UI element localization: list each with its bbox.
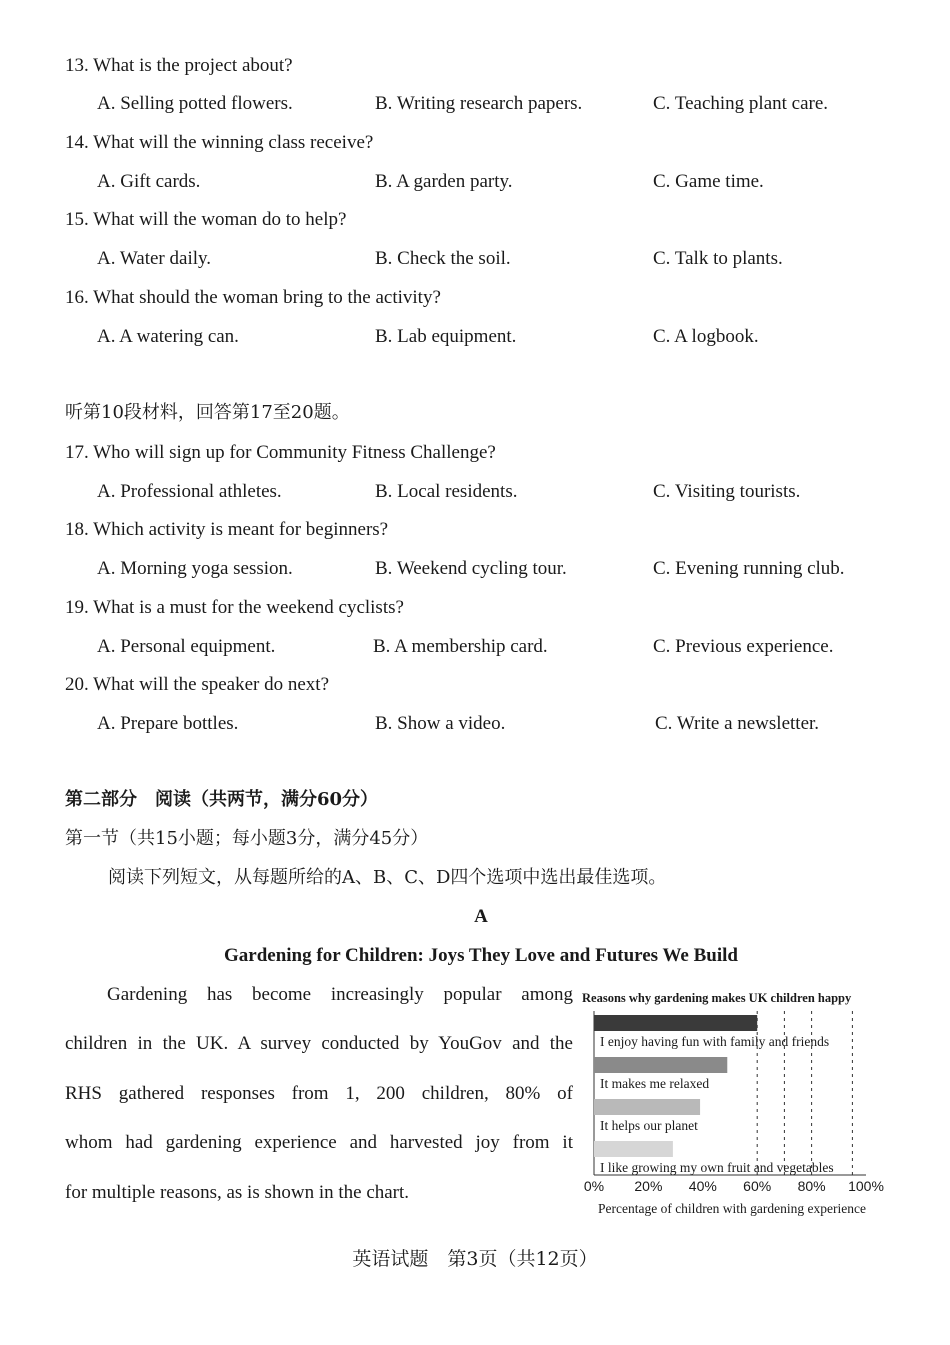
passage-line: RHS gathered responses from 1, 200 children, 80% of xyxy=(65,1083,573,1104)
question-16-option-b: B. Lab equipment. xyxy=(375,326,517,347)
question-20-option-a: A. Prepare bottles. xyxy=(97,713,239,734)
passage-label: A xyxy=(474,906,488,927)
question-20-option-c: C. Write a newsletter. xyxy=(655,713,820,734)
x-axis-label: Percentage of children with gardening experience xyxy=(597,1201,867,1216)
x-tick-label: 40% xyxy=(688,1178,717,1194)
question-13-option-b: B. Writing research papers. xyxy=(375,93,583,114)
question-14-option-a: A. Gift cards. xyxy=(97,171,201,192)
question-18-option-a: A. Morning yoga session. xyxy=(97,558,293,579)
x-tick-label: 20% xyxy=(634,1178,663,1194)
question-17-option-c: C. Visiting tourists. xyxy=(653,481,801,502)
question-18-option-b: B. Weekend cycling tour. xyxy=(375,558,567,579)
x-tick-label: 60% xyxy=(743,1178,772,1194)
reasons-bar-chart xyxy=(578,985,908,1225)
question-18-option-c: C. Evening running club. xyxy=(653,558,845,579)
bar xyxy=(594,1057,727,1073)
bar-label: It makes me relaxed xyxy=(600,1076,710,1091)
page-footer: 英语试题 第3页（共12页） xyxy=(352,1248,598,1270)
question-14-option-c: C. Game time. xyxy=(653,171,764,192)
question-13-option-c: C. Teaching plant care. xyxy=(653,93,829,114)
section-10-instruction: 听第10段材料，回答第17至20题。 xyxy=(65,402,350,423)
passage-line: children in the UK. A survey conducted by YouGov and the xyxy=(65,1033,573,1054)
reading-instruction: 阅读下列短文，从每题所给的A、B、C、D四个选项中选出最佳选项。 xyxy=(108,867,667,888)
bar-label: I like growing my own fruit and vegetables xyxy=(600,1160,834,1175)
question-15-option-c: C. Talk to plants. xyxy=(653,248,783,269)
question-15-stem: 15. What will the woman do to help? xyxy=(65,209,347,230)
part-2-heading: 第二部分 阅读（共两节，满分60分） xyxy=(65,789,379,810)
question-15-option-a: A. Water daily. xyxy=(97,248,212,269)
question-14-stem: 14. What will the winning class receive? xyxy=(65,132,374,153)
question-16-option-a: A. A watering can. xyxy=(97,326,239,347)
question-17-stem: 17. Who will sign up for Community Fitness Challenge? xyxy=(65,442,496,463)
passage-line: whom had gardening experience and harvested joy from it xyxy=(65,1132,573,1153)
question-19-option-a: A. Personal equipment. xyxy=(97,636,276,657)
question-20-stem: 20. What will the speaker do next? xyxy=(65,674,330,695)
question-13-stem: 13. What is the project about? xyxy=(65,55,293,76)
chart-title: Reasons why gardening makes UK children happy xyxy=(582,991,852,1005)
question-13-option-a: A. Selling potted flowers. xyxy=(97,93,293,114)
section-1-heading: 第一节（共15小题；每小题3分，满分45分） xyxy=(65,828,429,849)
bar-label: I enjoy having fun with family and friends xyxy=(600,1034,830,1049)
passage-title: Gardening for Children: Joys They Love and Futures We Build xyxy=(224,945,738,966)
question-18-stem: 18. Which activity is meant for beginners? xyxy=(65,519,389,540)
x-tick-label: 100% xyxy=(848,1178,884,1194)
question-17-option-a: A. Professional athletes. xyxy=(97,481,282,502)
question-19-stem: 19. What is a must for the weekend cyclists? xyxy=(65,597,404,618)
question-16-option-c: C. A logbook. xyxy=(653,326,759,347)
question-14-option-b: B. A garden party. xyxy=(375,171,513,192)
passage-line: for multiple reasons, as is shown in the chart. xyxy=(65,1182,410,1203)
question-16-stem: 16. What should the woman bring to the activity? xyxy=(65,287,441,308)
question-15-option-b: B. Check the soil. xyxy=(375,248,511,269)
question-17-option-b: B. Local residents. xyxy=(375,481,518,502)
passage-line: Gardening has become increasingly popular among xyxy=(107,984,573,1005)
x-tick-label: 0% xyxy=(583,1178,605,1194)
question-20-option-b: B. Show a video. xyxy=(375,713,506,734)
question-19-option-c: C. Previous experience. xyxy=(653,636,834,657)
bar xyxy=(594,1141,673,1157)
bar xyxy=(594,1015,757,1031)
question-19-option-b: B. A membership card. xyxy=(373,636,548,657)
bar xyxy=(594,1099,700,1115)
x-tick-label: 80% xyxy=(797,1178,826,1194)
bar-label: It helps our planet xyxy=(600,1118,698,1133)
